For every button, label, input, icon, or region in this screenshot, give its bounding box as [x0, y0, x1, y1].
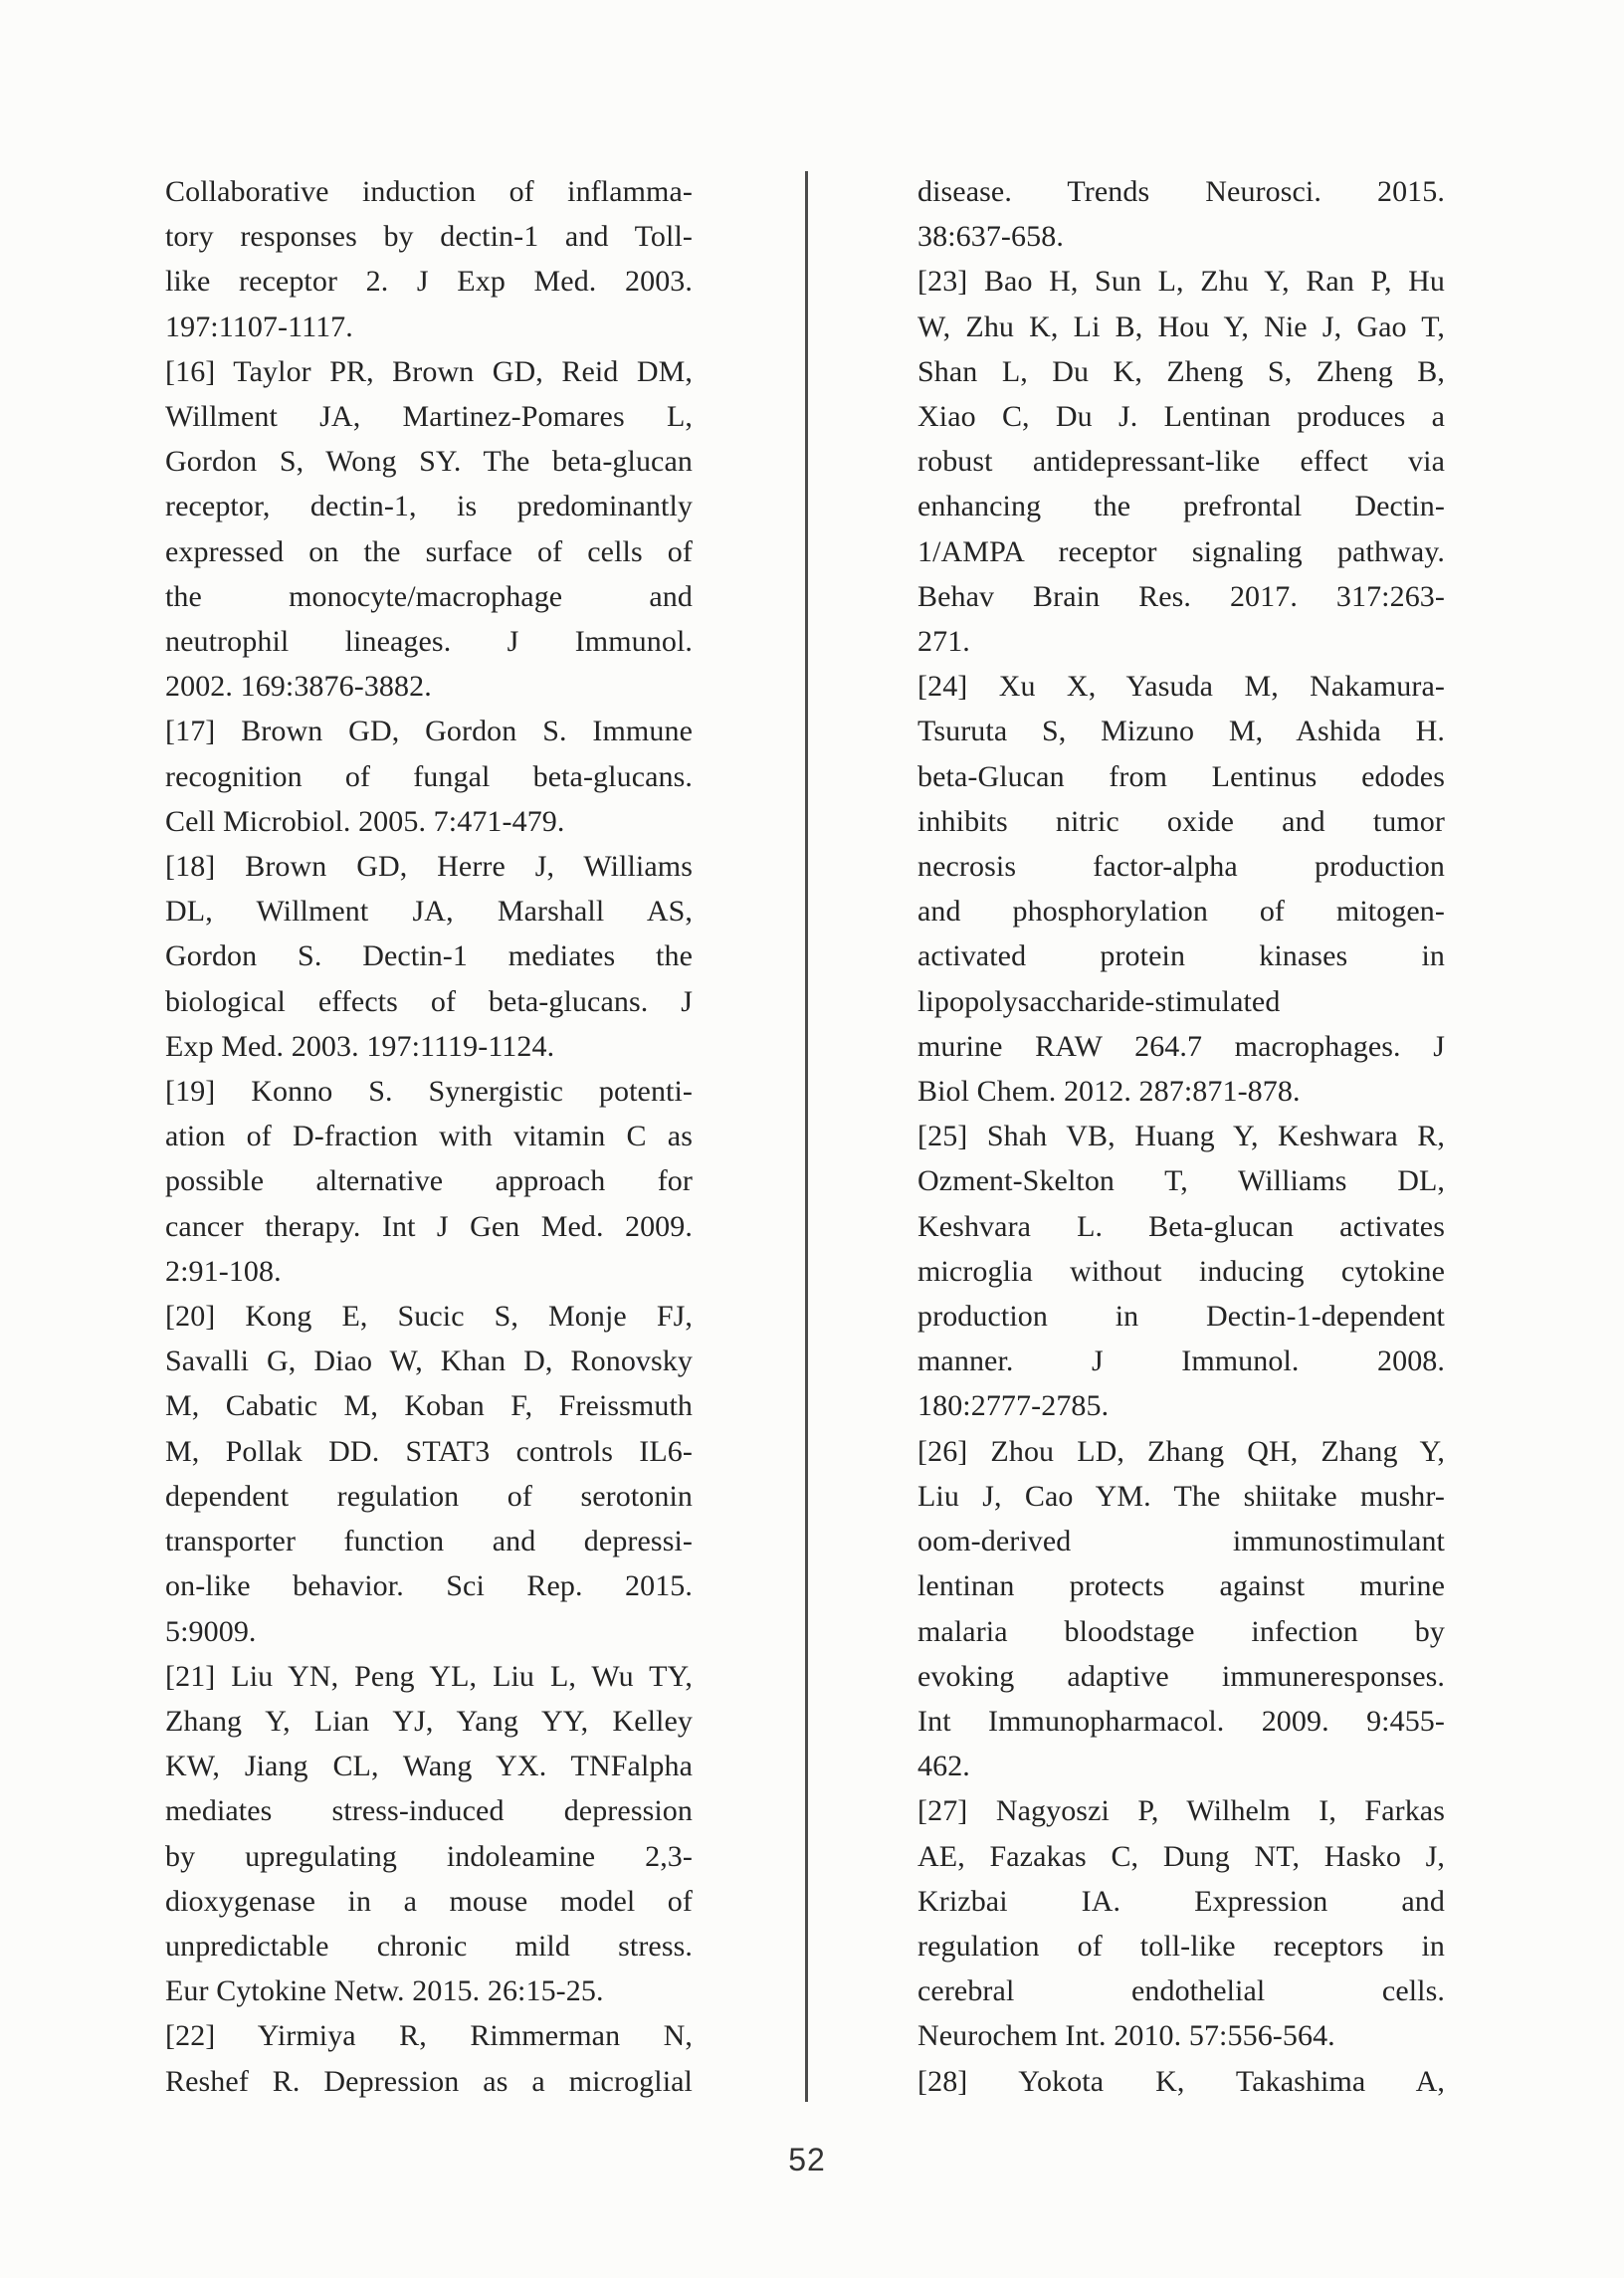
reference-entry — [917, 169, 1445, 259]
reference-line: 197:1107-1117. — [165, 310, 353, 343]
reference-line: [25] Shah VB, Huang Y, Keshwara R, — [917, 1120, 1445, 1153]
reference-entry — [917, 664, 1445, 1114]
reference-entry — [165, 1654, 693, 2014]
reference-entry — [165, 2013, 693, 2103]
reference-line: and phosphorylation of mitogen- — [917, 895, 1445, 929]
reference-line: dependent regulation of serotonin — [165, 1479, 693, 1513]
reference-line: the monocyte/macrophage and — [165, 579, 693, 613]
reference-line: activated protein kinases in — [917, 939, 1445, 973]
reference-entry — [165, 349, 693, 710]
reference-line: M, Pollak DD. STAT3 controls IL6- — [165, 1434, 693, 1468]
reference-line: [21] Liu YN, Peng YL, Liu L, Wu TY, — [165, 1659, 693, 1693]
reference-line: Biol Chem. 2012. 287:871-878. — [917, 1075, 1301, 1109]
reference-line: Reshef R. Depression as a microglial — [165, 2064, 693, 2098]
reference-line: lentinan protects against murine — [917, 1569, 1445, 1603]
reference-entry — [165, 709, 693, 844]
reference-entry — [165, 1294, 693, 1654]
reference-line: possible alternative approach for — [165, 1164, 693, 1198]
reference-line: neutrophil lineages. J Immunol. — [165, 625, 693, 659]
reference-line: 271. — [917, 625, 970, 659]
reference-line: lipopolysaccharide-stimulated — [917, 984, 1281, 1018]
reference-line: Behav Brain Res. 2017. 317:263- — [917, 579, 1445, 613]
reference-line: Zhang Y, Lian YJ, Yang YY, Kelley — [165, 1704, 693, 1738]
reference-line: [26] Zhou LD, Zhang QH, Zhang Y, — [917, 1434, 1445, 1468]
reference-line: oom-derived immunostimulant — [917, 1525, 1445, 1558]
reference-line: cerebral endothelial cells. — [917, 1974, 1445, 2008]
reference-line: [19] Konno S. Synergistic potenti- — [165, 1075, 693, 1109]
reference-line: Tsuruta S, Mizuno M, Ashida H. — [917, 715, 1445, 748]
reference-line: KW, Jiang CL, Wang YX. TNFalpha — [165, 1750, 693, 1783]
reference-line: 1/AMPA receptor signaling pathway. — [917, 534, 1445, 568]
reference-line: Eur Cytokine Netw. 2015. 26:15-25. — [165, 1974, 604, 2008]
reference-line: Int Immunopharmacol. 2009. 9:455- — [917, 1704, 1445, 1738]
reference-line: by upregulating indoleamine 2,3- — [165, 1839, 693, 1873]
reference-line: Krizbai IA. Expression and — [917, 1884, 1445, 1918]
reference-line: like receptor 2. J Exp Med. 2003. — [165, 265, 693, 299]
reference-line: [23] Bao H, Sun L, Zhu Y, Ran P, Hu — [917, 265, 1445, 299]
reference-line: necrosis factor-alpha production — [917, 850, 1445, 884]
reference-line: tory responses by dectin-1 and Toll- — [165, 220, 693, 254]
reference-line: 2:91-108. — [165, 1254, 282, 1288]
reference-line: W, Zhu K, Li B, Hou Y, Nie J, Gao T, — [917, 310, 1445, 343]
reference-line: Liu J, Cao YM. The shiitake mushr- — [917, 1479, 1445, 1513]
column-divider-line — [805, 171, 808, 2102]
reference-line: regulation of toll-like receptors in — [917, 1929, 1445, 1963]
reference-entry — [917, 2059, 1445, 2104]
reference-line: on-like behavior. Sci Rep. 2015. — [165, 1569, 693, 1603]
reference-line: enhancing the prefrontal Dectin- — [917, 490, 1445, 523]
reference-line: inhibits nitric oxide and tumor — [917, 804, 1445, 838]
references-column-right — [917, 169, 1445, 2104]
reference-line: Gordon S, Wong SY. The beta-glucan — [165, 445, 693, 479]
reference-line: Willment JA, Martinez-Pomares L, — [165, 400, 693, 434]
reference-line: 38:637-658. — [917, 220, 1064, 254]
reference-line: murine RAW 264.7 macrophages. J — [917, 1029, 1445, 1063]
reference-line: 462. — [917, 1750, 970, 1783]
reference-entry — [917, 1429, 1445, 1789]
reference-line: microglia without inducing cytokine — [917, 1254, 1445, 1288]
reference-entry — [165, 844, 693, 1069]
reference-line: AE, Fazakas C, Dung NT, Hasko J, — [917, 1839, 1445, 1873]
reference-line: unpredictable chronic mild stress. — [165, 1929, 693, 1963]
reference-line: [16] Taylor PR, Brown GD, Reid DM, — [165, 354, 693, 388]
reference-line: Ozment-Skelton T, Williams DL, — [917, 1164, 1445, 1198]
page-number: 52 — [788, 2142, 826, 2177]
reference-entry — [165, 1069, 693, 1294]
reference-line: dioxygenase in a mouse model of — [165, 1884, 693, 1918]
reference-line: [27] Nagyoszi P, Wilhelm I, Farkas — [917, 1794, 1445, 1828]
reference-line: 180:2777-2785. — [917, 1389, 1110, 1423]
reference-line: malaria bloodstage infection by — [917, 1614, 1445, 1648]
reference-line: Keshvara L. Beta-glucan activates — [917, 1209, 1445, 1243]
reference-line: expressed on the surface of cells of — [165, 534, 693, 568]
reference-line: [17] Brown GD, Gordon S. Immune — [165, 715, 693, 748]
reference-line: Savalli G, Diao W, Khan D, Ronovsky — [165, 1345, 693, 1378]
references-column-left — [165, 169, 693, 2104]
reference-line: 5:9009. — [165, 1614, 257, 1648]
reference-line: receptor, dectin-1, is predominantly — [165, 490, 693, 523]
reference-line: beta-Glucan from Lentinus edodes — [917, 759, 1445, 793]
reference-line: Xiao C, Du J. Lentinan produces a — [917, 400, 1445, 434]
reference-line: M, Cabatic M, Koban F, Freissmuth — [165, 1389, 693, 1423]
reference-line: Exp Med. 2003. 197:1119-1124. — [165, 1029, 555, 1063]
reference-line: transporter function and depressi- — [165, 1525, 693, 1558]
reference-entry — [917, 1788, 1445, 2058]
reference-entry — [917, 259, 1445, 664]
reference-line: mediates stress-induced depression — [165, 1794, 693, 1828]
reference-line: Neurochem Int. 2010. 57:556-564. — [917, 2019, 1335, 2053]
reference-line: cancer therapy. Int J Gen Med. 2009. — [165, 1209, 693, 1243]
reference-line: Gordon S. Dectin-1 mediates the — [165, 939, 693, 973]
reference-line: recognition of fungal beta-glucans. — [165, 759, 693, 793]
reference-line: disease. Trends Neurosci. 2015. — [917, 175, 1445, 208]
reference-line: Collaborative induction of inflamma- — [165, 175, 693, 208]
reference-line: production in Dectin-1-dependent — [917, 1300, 1445, 1334]
reference-line: 2002. 169:3876-3882. — [165, 670, 432, 704]
reference-line: [24] Xu X, Yasuda M, Nakamura- — [917, 670, 1445, 704]
reference-line: ation of D-fraction with vitamin C as — [165, 1120, 693, 1153]
reference-line: [18] Brown GD, Herre J, Williams — [165, 850, 693, 884]
reference-line: robust antidepressant-like effect via — [917, 445, 1445, 479]
reference-line: evoking adaptive immuneresponses. — [917, 1659, 1445, 1693]
reference-line: manner. J Immunol. 2008. — [917, 1345, 1445, 1378]
reference-line: Cell Microbiol. 2005. 7:471-479. — [165, 804, 565, 838]
reference-entry — [917, 1114, 1445, 1428]
reference-line: DL, Willment JA, Marshall AS, — [165, 895, 693, 929]
reference-line: Shan L, Du K, Zheng S, Zheng B, — [917, 354, 1445, 388]
reference-line: biological effects of beta-glucans. J — [165, 984, 693, 1018]
reference-line: [20] Kong E, Sucic S, Monje FJ, — [165, 1300, 693, 1334]
reference-line: [28] Yokota K, Takashima A, — [917, 2064, 1445, 2098]
reference-line: [22] Yirmiya R, Rimmerman N, — [165, 2019, 693, 2053]
reference-entry — [165, 169, 693, 349]
